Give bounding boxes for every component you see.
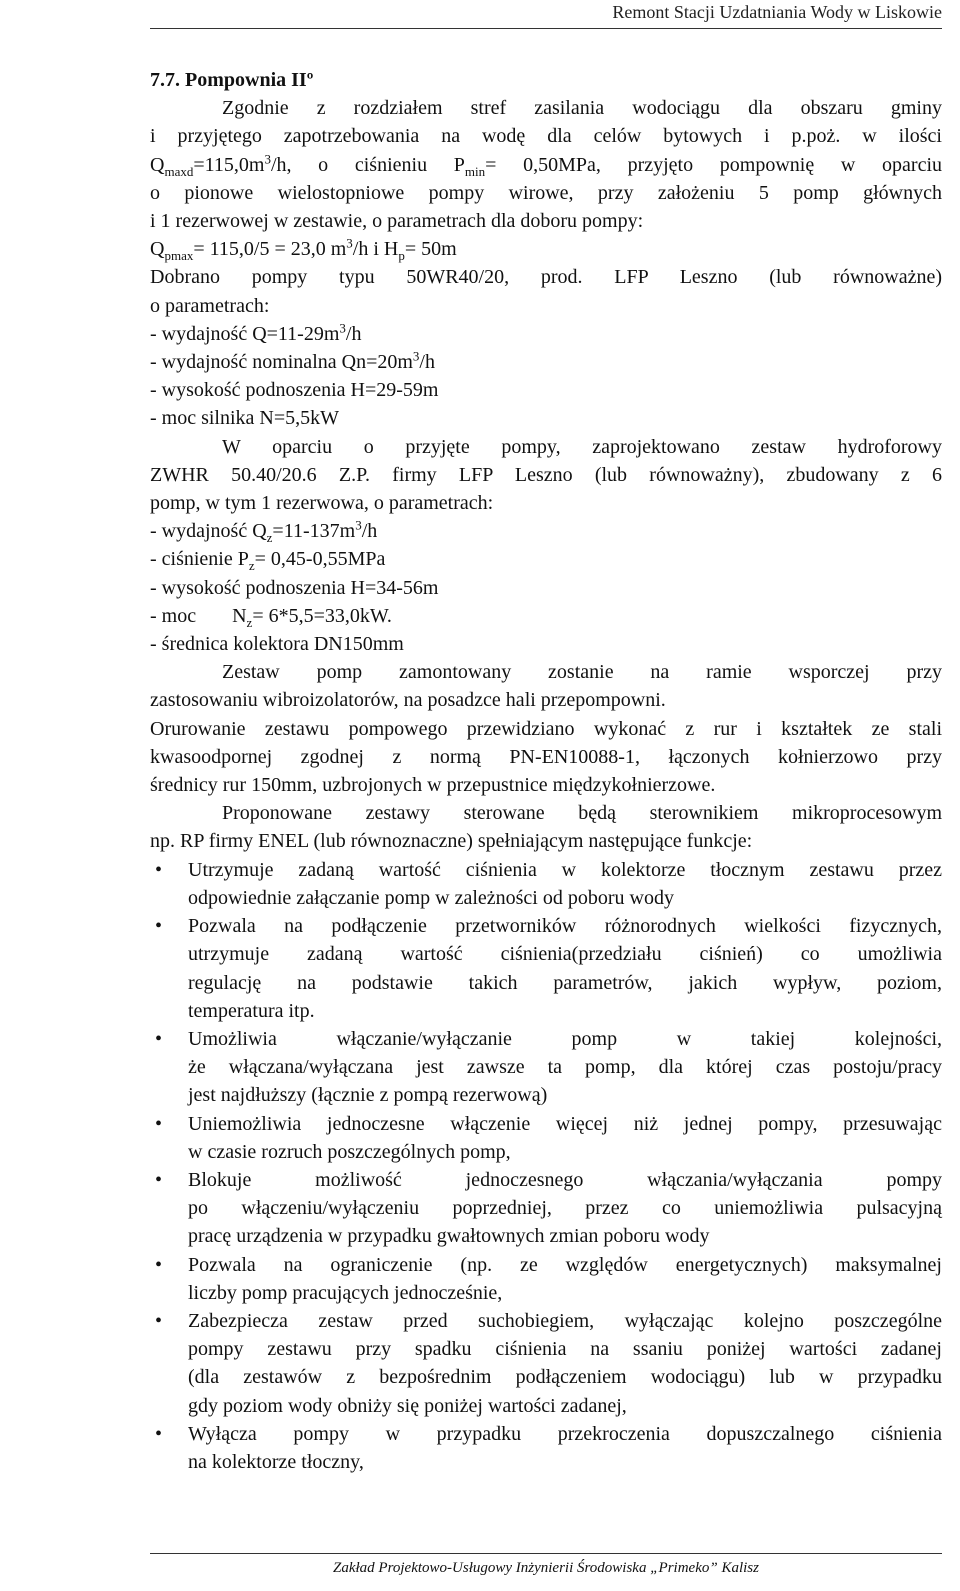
intro-line: i przyjętego zapotrzebowania na wodę dla celów bytowych i p.poż. w ilości: [150, 125, 942, 148]
piping-line: kwasoodpornej zgodnej z normą PN-EN10088-1, łączonych kołnierzowo przy: [150, 745, 942, 768]
pump-formula: $Q_{pmax}= 115,0/5 = 23,0$ $m^3/h$ i $H_p= 50m$: [150, 235, 457, 264]
set-param: - moc $N_z= 6*5,5=33,0kW$.: [150, 604, 392, 630]
bullet-icon: •: [155, 915, 163, 938]
list-item: • Zabezpiecza zestaw przed suchobiegiem, wyłączając kolejno poszczególne pompy zestawu przy spadku ciśnienia na ssaniu poniżej wartości zadanej (dla zestawów z bezpośrednim podłączeniem wodociągu) lub w przypadku gdy poziom wody obniży się poniżej wartości zadanej,: [150, 1307, 942, 1420]
set-param: - średnica kolektora DN150mm: [150, 633, 404, 656]
intro-line: $Q_{maxd}=115,0m^3/h$, o ciśnieniu $P_{min}= 0,50MPa$, przyjęto pompownię w oparciu: [150, 150, 942, 179]
control-line: np. RP firmy ENEL (lub równoznaczne) spełniającym następujące funkcje:: [150, 830, 753, 853]
bullet-icon: •: [155, 1112, 163, 1135]
pump-line: Dobrano pompy typu 50WR40/20, prod. LFP Leszno (lub równoważne): [150, 266, 942, 289]
set-line: ZWHR 50.40/20.6 Z.P. firmy LFP Leszno (lub równoważny), zbudowany z 6: [150, 463, 942, 486]
bullet-icon: •: [155, 1309, 163, 1332]
list-item: • Utrzymuje zadaną wartość ciśnienia w kolektorze tłocznym zestawu przez odpowiednie załączanie pomp w zależności od poboru wody: [150, 856, 942, 912]
set-line: W oparciu o przyjęte pompy, zaprojektowano zestaw hydroforowy: [222, 435, 942, 458]
intro-line: o pionowe wielostopniowe pompy wirowe, przy założeniu 5 pomp głównych: [150, 181, 942, 204]
bullet-icon: •: [155, 1168, 163, 1191]
bullet-icon: •: [155, 1253, 163, 1276]
piping-paragraph: [150, 715, 942, 800]
footer-rule: [150, 1553, 942, 1554]
pump-param: - wydajność nominalna $Qn=20m^3/h$: [150, 348, 435, 374]
intro-paragraph: [150, 94, 942, 263]
mount-paragraph: [150, 658, 942, 714]
list-item: • Uniemożliwia jednoczesne włączenie więcej niż jednej pompy, przesuwając w czasie rozruch poszczególnych pomp,: [150, 1110, 942, 1166]
list-item: • Blokuje możliwość jednoczesnego włączania/wyłączania pompy po włączeniu/wyłączeniu poprzedniej, przez co uniemożliwia pulsacyjną pracę urządzenia w przypadku gwałtownych zmian poboru wody: [150, 1166, 942, 1251]
pump-selection: [150, 263, 942, 432]
list-item: • Pozwala na ograniczenie (np. ze względów energetycznych) maksymalnej liczby pomp pracujących jednocześnie,: [150, 1251, 942, 1307]
mount-line: zastosowaniu wibroizolatorów, na posadzce hali przepompowni.: [150, 689, 666, 712]
pump-param: - wydajność $Q=11-29m^3/h$: [150, 320, 362, 345]
list-item: • Wyłącza pompy w przypadku przekroczenia dopuszczalnego ciśnienia na kolektorze tłoczny,: [150, 1420, 942, 1476]
control-line: Proponowane zestawy sterowane będą sterownikiem mikroprocesowym: [222, 802, 942, 825]
header-rule: [150, 28, 942, 29]
page-header: Remont Stacji Uzdatniania Wody w Liskowie: [612, 2, 942, 22]
pump-line: o parametrach:: [150, 294, 270, 317]
page-footer: Zakład Projektowo-Usługowy Inżynierii Środowiska „Primeko” Kalisz: [333, 1560, 759, 1576]
list-item: • Pozwala na podłączenie przetworników różnorodnych wielkości fizycznych, utrzymuje zadaną wartość ciśnienia(przedziału ciśnień) co umożliwia regulację na podstawie takich parametrów, jakich wypływ, poziom, temperatura itp.: [150, 912, 942, 1025]
set-param: - wydajność $Q_z=11-137m^3/h$: [150, 517, 378, 546]
set-param: - ciśnienie $P_z= 0,45-0,55MPa$: [150, 548, 386, 574]
pump-set: [150, 433, 942, 659]
pump-param: - moc silnika N=5,5kW: [150, 407, 340, 430]
bullet-icon: •: [155, 858, 163, 881]
bullet-icon: •: [155, 1027, 163, 1050]
controller-functions-list: [150, 856, 942, 1476]
set-line: pomp, w tym 1 rezerwowa, o parametrach:: [150, 492, 494, 515]
control-paragraph: [150, 799, 942, 855]
bullet-icon: •: [155, 1422, 163, 1445]
intro-line: i 1 rezerwowej w zestawie, o parametrach dla doboru pompy:: [150, 210, 644, 233]
mount-line: Zestaw pomp zamontowany zostanie na ramie wsporczej przy: [222, 661, 942, 684]
list-item: • Umożliwia włączanie/wyłączanie pomp w takiej kolejności, że włączana/wyłączana jest zawsze ta pomp, dla której czas postoju/pracy jest najdłuższy (łącznie z pompą rezerwową): [150, 1025, 942, 1110]
intro-line: Zgodnie z rozdziałem stref zasilania wodociągu dla obszaru gminy: [222, 97, 942, 120]
document-body: [150, 66, 942, 1476]
section-title: 7.7. Pompownia IIº: [150, 69, 314, 91]
set-param: - wysokość podnoszenia H=34-56m: [150, 576, 439, 599]
piping-line: Orurowanie zestawu pompowego przewidziano wykonać z rur i kształtek ze stali: [150, 717, 942, 740]
pump-param: - wysokość podnoszenia H=29-59m: [150, 379, 439, 402]
piping-line: średnicy rur 150mm, uzbrojonych w przepustnice międzykołnierzowe.: [150, 774, 716, 797]
